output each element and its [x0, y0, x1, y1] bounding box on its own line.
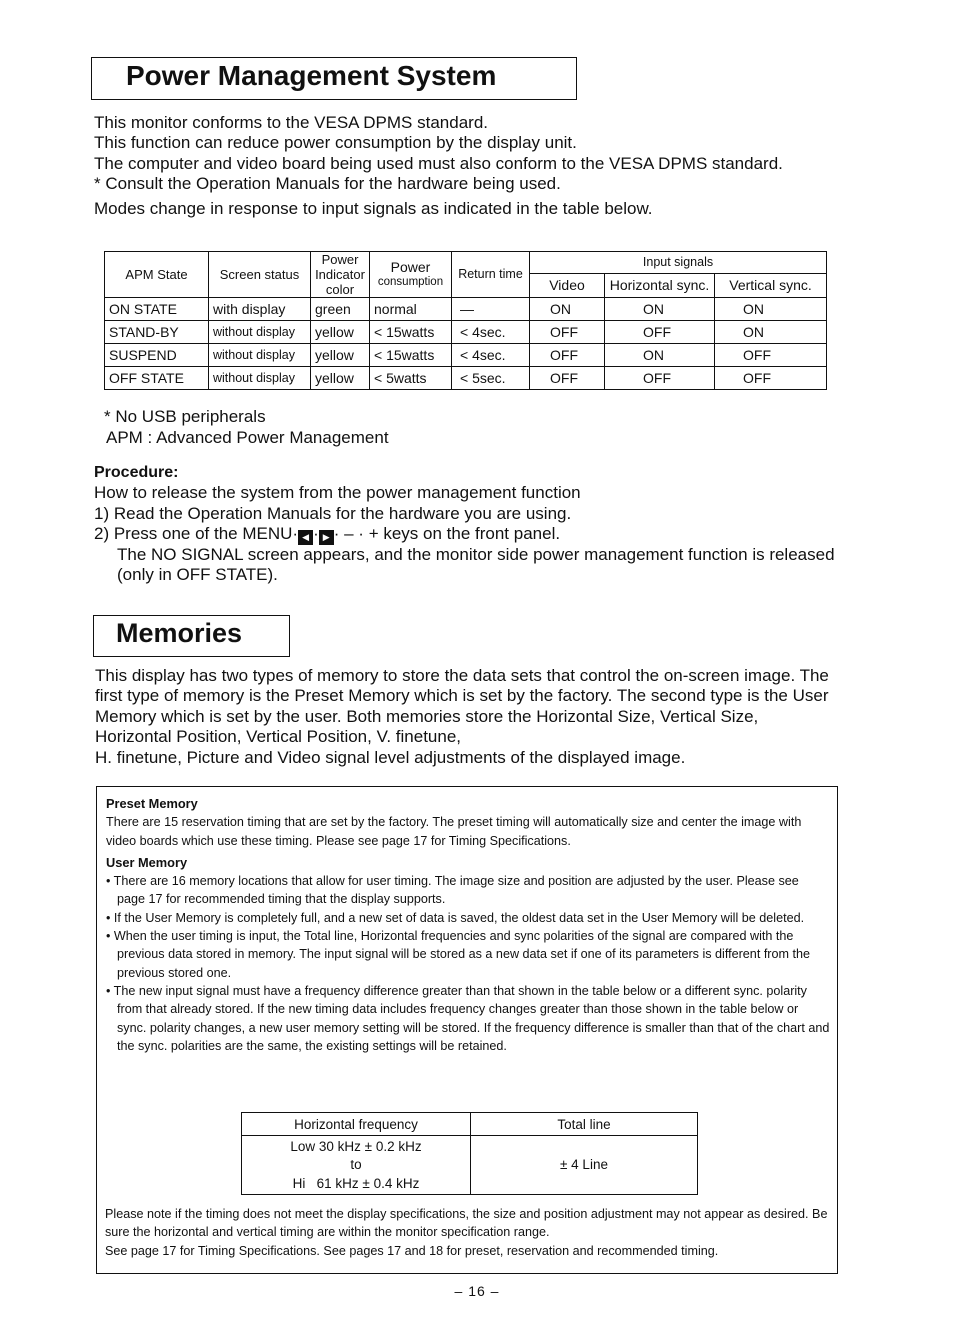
total-line-value: ± 4 Line	[471, 1136, 698, 1195]
header-video: Video	[530, 274, 605, 298]
memory-details	[106, 795, 830, 1055]
header-return-time: Return time	[452, 252, 530, 298]
cell-screen: with display	[209, 298, 311, 321]
cell-vsync: ON	[715, 298, 827, 321]
cell-state: SUSPEND	[105, 344, 209, 367]
cell-return: < 4sec.	[452, 321, 530, 344]
power-management-title: Power Management System	[126, 60, 497, 91]
cell-vsync: OFF	[715, 367, 827, 390]
header-horizontal-frequency: Horizontal frequency	[242, 1113, 471, 1136]
cell-return: < 4sec.	[452, 344, 530, 367]
table-intro: Modes change in response to input signals as indicated in the table below.	[94, 199, 653, 219]
procedure-intro: How to release the system from the power management function	[94, 483, 581, 503]
step-2-dot: ·	[313, 523, 319, 543]
step-2-suffix: · – · + keys on the front panel.	[333, 523, 561, 543]
cell-color: yellow	[311, 367, 370, 390]
cell-state: OFF STATE	[105, 367, 209, 390]
footnote-line: Please note if the timing does not meet the display specifications, the size and position adjustment may not appear as desired. Be sure the horizontal and vertical timing are within the monitor specification range.	[105, 1207, 828, 1240]
frequency-to: to	[350, 1157, 362, 1173]
table-notes	[106, 407, 389, 448]
memories-title-box	[93, 615, 290, 657]
memories-intro-text: This display has two types of memory to store the data sets that control the on-screen image. The first type of memory is the Preset Memory which is set by the factory. The second type is the User Memory which is set by the user. Both memories store the Horizontal Size, Vertical Size, Horizontal Position, Vertical Position, V. finetune,	[95, 666, 829, 747]
header-horizontal-sync: Horizontal sync.	[605, 274, 715, 298]
right-arrow-key-icon: ▶	[319, 530, 334, 545]
frequency-high: Hi 61 kHz ± 0.4 kHz	[292, 1175, 420, 1191]
cell-vsync: ON	[715, 321, 827, 344]
cell-return: —	[452, 298, 530, 321]
header-power-consumption-l2: consumption	[377, 275, 444, 288]
cell-video: OFF	[530, 344, 605, 367]
procedure-step-2	[94, 524, 854, 545]
intro-note: * Consult the Operation Manuals for the hardware being used.	[94, 173, 561, 193]
cell-screen: without display	[209, 321, 311, 344]
horizontal-frequency-range	[242, 1136, 471, 1195]
user-memory-bullet: • There are 16 memory locations that allow for user timing. The image size and position are adjusted by the user. Please see page 17 for recommended timing that the display supports.	[106, 874, 799, 907]
cell-screen: without display	[209, 367, 311, 390]
header-screen-status: Screen status	[209, 252, 311, 298]
cell-hsync: OFF	[605, 367, 715, 390]
header-power-indicator-l2: Indicator	[315, 267, 365, 282]
table-row	[105, 298, 827, 321]
step-2-prefix: 2) Press one of the MENU·	[94, 523, 299, 543]
header-power-indicator-l3: color	[325, 282, 355, 297]
cell-color: yellow	[311, 344, 370, 367]
power-intro	[94, 113, 814, 219]
memories-title: Memories	[116, 618, 243, 648]
procedure-step-1: 1) Read the Operation Manuals for the hardware you are using.	[94, 503, 572, 523]
cell-power: < 15watts	[370, 344, 452, 367]
cell-state: ON STATE	[105, 298, 209, 321]
cell-hsync: OFF	[605, 321, 715, 344]
left-arrow-key-icon: ◀	[298, 530, 313, 545]
user-memory-bullet: • When the user timing is input, the Total line, Horizontal frequencies and sync polarities of the signal are compared with the previous data stored in memory. The input signal will be stored as a new data set if one of its parameters is different from the previous stored one.	[106, 929, 811, 980]
page-number: – 16 –	[454, 1283, 500, 1299]
procedure-heading: Procedure:	[94, 464, 179, 481]
intro-line: This monitor conforms to the VESA DPMS standard.	[94, 113, 488, 132]
cell-power: normal	[370, 298, 452, 321]
apm-state-table	[104, 251, 827, 390]
intro-line: The computer and video board being used must also conform to the VESA DPMS standard.	[94, 153, 783, 173]
header-power-consumption-l1: Power	[390, 258, 431, 275]
header-vertical-sync: Vertical sync.	[715, 274, 827, 298]
cell-video: OFF	[530, 321, 605, 344]
cell-video: OFF	[530, 367, 605, 390]
procedure-section	[94, 463, 854, 585]
table-row	[105, 344, 827, 367]
header-power-consumption	[370, 252, 452, 298]
intro-line: This function can reduce power consumption by the display unit.	[94, 133, 577, 153]
header-power-indicator	[311, 252, 370, 298]
memories-intro	[95, 666, 835, 768]
procedure-step-2-detail: The NO SIGNAL screen appears, and the monitor side power management function is released (only in OFF STATE).	[117, 544, 835, 585]
header-power-indicator-l1: Power	[321, 252, 359, 267]
cell-vsync: OFF	[715, 344, 827, 367]
footnote-line: See page 17 for Timing Specifications. See pages 17 and 18 for preset, reservation and recommended timing.	[105, 1243, 719, 1258]
cell-video: ON	[530, 298, 605, 321]
cell-color: green	[311, 298, 370, 321]
header-total-line: Total line	[471, 1113, 698, 1136]
cell-power: < 15watts	[370, 321, 452, 344]
cell-state: STAND-BY	[105, 321, 209, 344]
preset-memory-text: There are 15 reservation timing that are set by the factory. The preset timing will automatically size and center the image with video boards which use these timing. Please see page 17 for Timing Specifications.	[106, 815, 802, 848]
header-input-signals: Input signals	[530, 252, 827, 274]
cell-power: < 5watts	[370, 367, 452, 390]
frequency-tolerance-table	[241, 1112, 698, 1195]
user-memory-heading: User Memory	[106, 854, 188, 870]
table-row	[105, 367, 827, 390]
preset-memory-heading: Preset Memory	[106, 796, 198, 811]
timing-footnote	[105, 1205, 835, 1260]
usb-note: * No USB peripherals	[104, 407, 266, 426]
power-management-title-box	[91, 57, 577, 100]
table-row	[105, 321, 827, 344]
memory-details-box	[96, 786, 838, 1274]
cell-hsync: ON	[605, 344, 715, 367]
cell-return: < 5sec.	[452, 367, 530, 390]
user-memory-bullet: • If the User Memory is completely full, and a new set of data is saved, the oldest data set in the User Memory will be deleted.	[106, 910, 805, 925]
cell-color: yellow	[311, 321, 370, 344]
user-memory-bullet: • The new input signal must have a frequency difference greater than that shown in the table below or a different sync. polarity from that already stored. If the new timing data includes frequency changes greater than those shown in the table below or sync. polarity changes, a new user memory setting will be stored. If the frequency difference is smaller than that of the chart and the sync. polarities are the same, the existing settings will be retained.	[106, 983, 830, 1053]
header-apm-state: APM State	[105, 252, 209, 298]
memories-intro-last: H. finetune, Picture and Video signal level adjustments of the displayed image.	[95, 747, 686, 767]
apm-note: APM : Advanced Power Management	[106, 427, 389, 447]
cell-hsync: ON	[605, 298, 715, 321]
frequency-low: Low 30 kHz ± 0.2 kHz	[290, 1139, 422, 1154]
cell-screen: without display	[209, 344, 311, 367]
